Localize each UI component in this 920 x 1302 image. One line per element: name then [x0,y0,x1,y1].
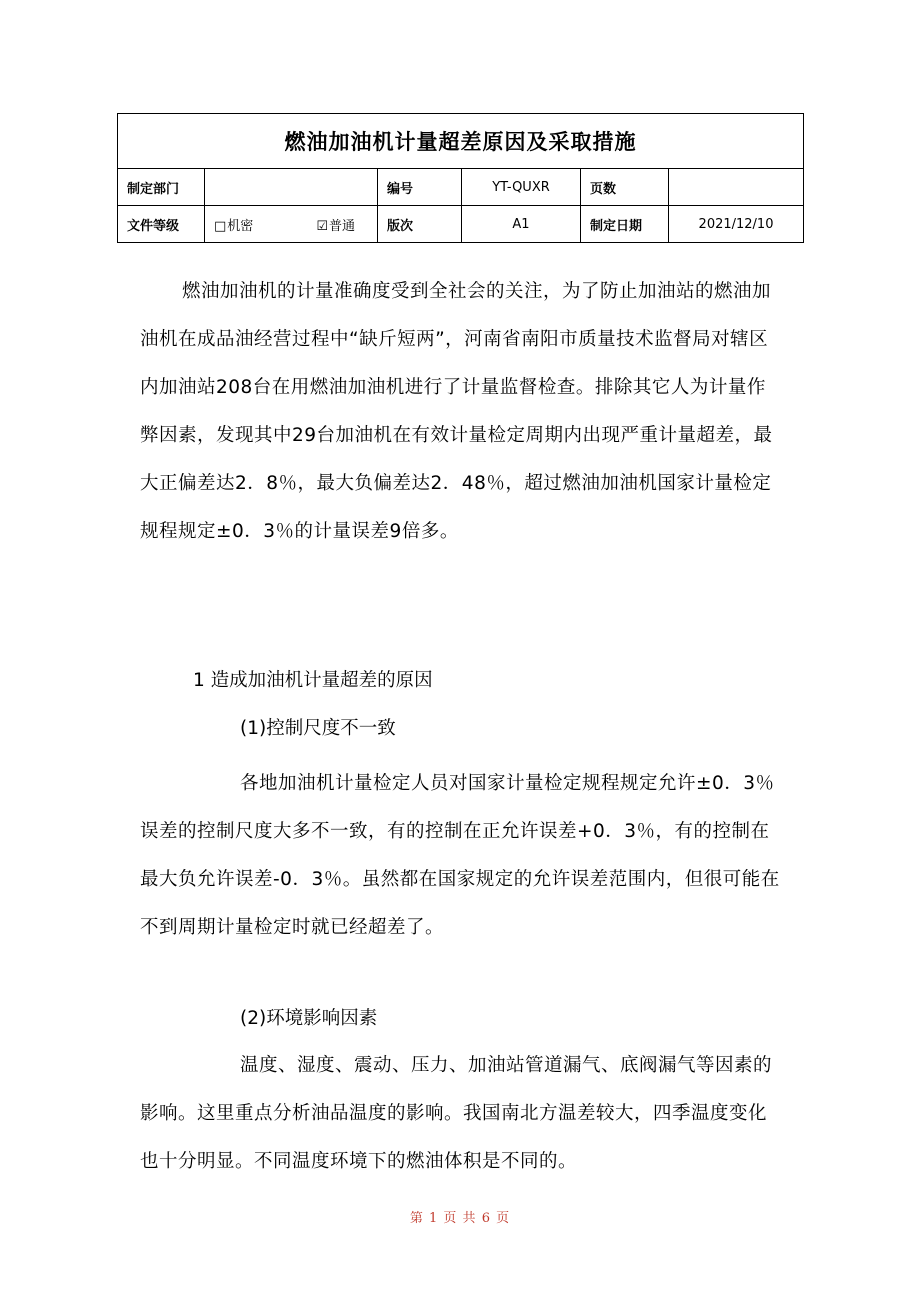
pages-label: 页数 [581,169,669,206]
confidential-option [214,215,253,234]
normal-option [316,215,355,234]
confidential-label: 机密 [227,218,254,234]
control-scale-paragraph: 各地加油机计量检定人员对国家计量检定规程规定允许±0．3％误差的控制尺度大多不一致，有的控制在正允许误差+0．3％，有的控制在最大负允许误差-0．3％。虽然都在国家规定的允许误差范围内，但很可能在不到周期计量检定时就已经超差了。 [140,773,780,938]
version-value: A1 [462,206,581,243]
dept-label: 制定部门 [118,169,205,206]
level-label: 文件等级 [118,206,205,243]
date-value: 2021/12/10 [669,206,804,243]
intro-paragraph: 燃油加油机的计量准确度受到全社会的关注，为了防止加油站的燃油加油机在成品油经营过程中“缺斤短两”，河南省南阳市质量技术监督局对辖区内加油站208台在用燃油加油机进行了计量监督检查。排除其它人为计量作弊因素，发现其中29台加油机在有效计量检定周期内出现严重计量超差，最大正偏差达2．8％，最大负偏差达2．48％，超过燃油加油机国家计量检定规程规定±0．3％的计量误差9倍多。 [140,281,773,542]
checkbox-empty-icon: □ [214,218,227,234]
pages-value [669,169,804,206]
environment-paragraph: 温度、湿度、震动、压力、加油站管道漏气、底阀漏气等因素的影响。这里重点分析油品温度的影响。我国南北方温差较大，四季温度变化也十分明显。不同温度环境下的燃油体积是不同的。 [140,1055,773,1172]
level-options [205,206,378,243]
code-label: 编号 [378,169,462,206]
document-header-table [117,113,804,243]
code-value: YT-QUXR [462,169,581,206]
dept-value [205,169,378,206]
normal-label: 普通 [328,218,355,234]
document-title: 燃油加油机计量超差原因及采取措施 [118,114,804,169]
section-heading-causes: 1 造成加油机计量超差的原因 [193,670,433,691]
checkbox-checked-icon: ☑ [316,218,328,234]
page-footer: 第 1 页 共 6 页 [409,1211,511,1226]
date-label: 制定日期 [581,206,669,243]
subheading-control-scale: (1)控制尺度不一致 [240,718,396,739]
version-label: 版次 [378,206,462,243]
subheading-environment: (2)环境影响因素 [240,1008,378,1029]
